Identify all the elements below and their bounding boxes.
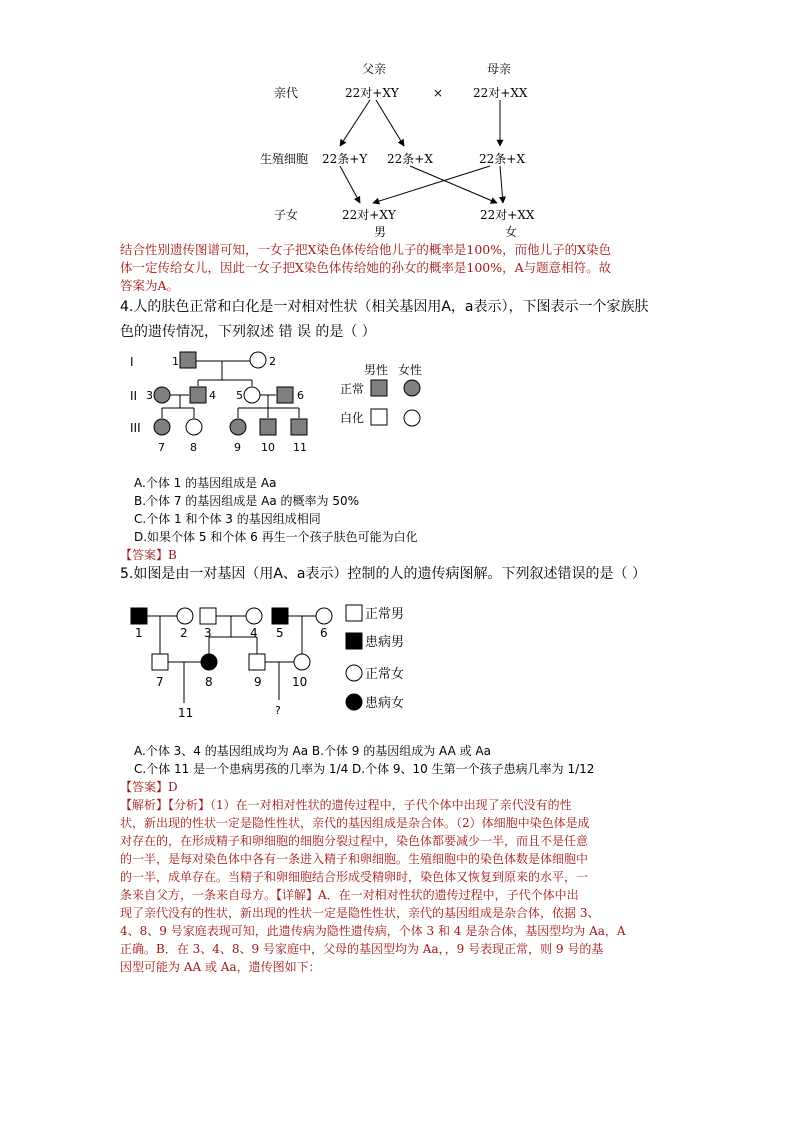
male-label: 男: [374, 225, 387, 239]
gen-label-III: III: [130, 421, 141, 435]
q5-id-3: 3: [204, 626, 212, 640]
id-8: 8: [190, 441, 197, 454]
q4-stem-line2: 色的遗传情况，下列叙述 错 误 的是（ ）: [120, 324, 376, 340]
analysis-line: 现了亲代没有的性状，新出现的性状一定是隐性性状，亲代的基因组成是杂合体，依据 3、: [120, 906, 600, 920]
analysis-line: 正确。B．在 3、4、8、9 号家庭中，父母的基因型均为 Aa，，9 号表现正常，则 9 号的基: [120, 942, 604, 956]
analysis-line: 的一半，成单存在。当精子和卵细胞结合形成受精卵时，染色体又恢复到原来的水平，一: [120, 870, 589, 884]
q5-individual-4-normal-female: [246, 608, 262, 624]
q5-individual-3-normal-male: [200, 608, 216, 624]
q5-individual-5-affected-male: [272, 608, 288, 624]
id-5: 5: [236, 389, 243, 402]
female-label: 女: [505, 225, 518, 239]
q5-id-11: 11: [178, 706, 194, 720]
id-3: 3: [146, 389, 153, 402]
legend-affected-male-label: 患病男: [365, 635, 405, 650]
legend-affected-male-square: [346, 633, 362, 649]
q5-id-unknown: ?: [275, 704, 281, 717]
q5-id-1: 1: [135, 626, 143, 640]
legend-normal-male-label: 正常男: [365, 607, 405, 622]
q5-individual-9-normal-male: [249, 654, 265, 670]
legend-affected-female-label: 患病女: [365, 696, 405, 711]
children-row-label: 子女: [274, 208, 299, 222]
q5-id-9: 9: [254, 675, 262, 689]
gen-label-I: I: [130, 355, 134, 369]
q3-explanation-line1: 结合性别遗传图谱可知，一女子把X染色体传给他儿子的概率是100%，而他儿子的X染色: [120, 242, 612, 257]
gamete-row-label: 生殖细胞: [260, 152, 309, 166]
q5-individual-8-affected-female: [201, 654, 217, 670]
analysis-line: 【解析】【分析】（1）在一对相对性状的遗传过程中，子代个体中出现了亲代没有的性: [120, 798, 572, 812]
legend-affected-female-circle: [346, 694, 362, 710]
q4-option-a: A.个体 1 的基因组成是 Aa: [134, 476, 277, 490]
legend-male-header: 男性: [364, 363, 389, 377]
gamete-x-father: 22条+X: [387, 152, 433, 166]
q5-id-2: 2: [180, 626, 188, 640]
q5-individual-6-normal-female: [316, 608, 332, 624]
q5-options-line2: C.个体 11 是一个患病男孩的几率为 1/4 D.个体 9、10 生第一个孩子患病几率为 1/12: [134, 762, 595, 776]
q5-individual-10-normal-female: [294, 654, 310, 670]
cross-symbol: ×: [433, 86, 444, 100]
id-6: 6: [297, 389, 304, 402]
child-male-genotype: 22对+XY: [342, 208, 396, 222]
id-1: 1: [172, 355, 179, 368]
analysis-line: 4、8、9 号家庭表现可知，此遗传病为隐性遗传病，个体 3 和 4 是杂合体，基因型均为 Aa，A: [120, 924, 626, 938]
q5-options-line1: A.个体 3、4 的基因组成均为 Aa B.个体 9 的基因组成为 AA 或 Aa: [134, 744, 491, 758]
father-genotype: 22对+XY: [345, 86, 399, 100]
id-11: 11: [293, 441, 307, 454]
gamete-x-mother: 22条+X: [479, 152, 525, 166]
analysis-line: 因型可能为 AA 或 Aa，遗传图如下：: [120, 960, 321, 974]
child-female-genotype: 22对+XX: [480, 208, 535, 222]
mother-genotype: 22对+XX: [473, 86, 528, 100]
q4-option-b: B.个体 7 的基因组成是 Aa 的概率为 50%: [134, 494, 359, 508]
q4-answer: 【答案】B: [120, 548, 177, 562]
q5-individual-1-affected-male: [131, 608, 147, 624]
mother-label: 母亲: [487, 62, 512, 76]
id-10: 10: [261, 441, 275, 454]
q5-id-7: 7: [156, 675, 164, 689]
q4-option-c: C.个体 1 和个体 3 的基因组成相同: [134, 512, 321, 526]
id-9: 9: [234, 441, 241, 454]
analysis-line: 状，新出现的性状一定是隐性性状，亲代的基因组成是杂合体。（2）体细胞中染色体是成: [120, 816, 590, 830]
legend-albino-label: 白化: [340, 411, 365, 425]
q5-id-8: 8: [205, 675, 213, 689]
q5-answer: 【答案】D: [120, 780, 178, 794]
q5-id-10: 10: [292, 675, 308, 689]
id-4: 4: [209, 389, 216, 402]
legend-normal-female-label: 正常女: [365, 667, 405, 682]
q4-stem-line1: 4.人的肤色正常和白化是一对相对性状（相关基因用A，a表示），下图表示一个家族肤: [120, 299, 649, 315]
q5-stem: 5.如图是由一对基因（用A、a表示）控制的人的遗传病图解。下列叙述错误的是（ ）: [120, 566, 646, 582]
analysis-line: 条来自父方，一条来自母方。【详解】A．在一对相对性状的遗传过程中，子代个体中出: [120, 888, 579, 902]
gen-label-II: II: [130, 389, 138, 403]
analysis-line: 的一半，是每对染色体中各有一条进入精子和卵细胞。生殖细胞中的染色体数是体细胞中: [120, 852, 589, 866]
gamete-y: 22条+Y: [322, 152, 368, 166]
legend-normal-male-square: [346, 605, 362, 621]
q4-option-d: D.如果个体 5 和个体 6 再生一个孩子肤色可能为白化: [134, 530, 418, 544]
analysis-line: 对存在的，在形成精子和卵细胞的细胞分裂过程中，染色体都要减少一半，而且不是任意: [120, 834, 589, 848]
q3-explanation-line3: 答案为A。: [120, 278, 180, 293]
legend-normal-label: 正常: [340, 382, 365, 396]
legend-normal-female-circle: [346, 665, 362, 681]
q5-id-5: 5: [276, 626, 284, 640]
q5-individual-7-normal-male: [152, 654, 168, 670]
q3-explanation-line2: 体一定传给女儿，因此一女子把X染色体传给她的孙女的概率是100%，A与题意相符。故: [120, 260, 612, 275]
legend-female-header: 女性: [398, 363, 423, 377]
q5-individual-2-normal-female: [177, 608, 193, 624]
id-7: 7: [158, 441, 165, 454]
parents-row-label: 亲代: [274, 86, 299, 100]
father-label: 父亲: [362, 62, 387, 76]
q5-id-6: 6: [320, 626, 328, 640]
id-2: 2: [269, 355, 276, 368]
q5-id-4: 4: [250, 626, 258, 640]
